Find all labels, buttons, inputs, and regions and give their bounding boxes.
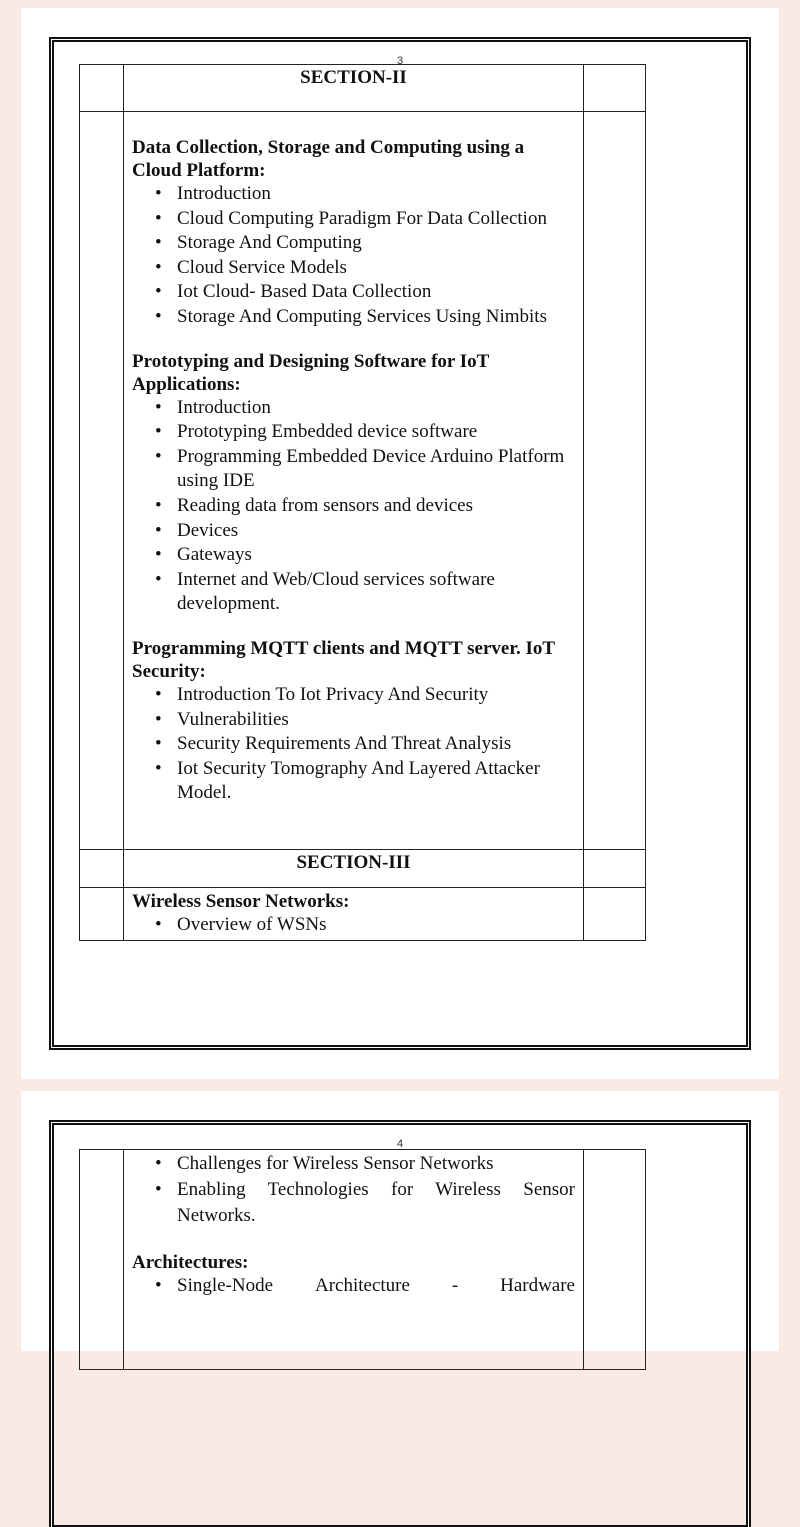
list-item <box>177 1274 575 1299</box>
list-item: • Reading data from sensors and devices <box>177 494 575 519</box>
list-item: • Prototyping Embedded device software <box>177 420 575 445</box>
section-heading: SECTION-II <box>124 65 584 112</box>
topic-list <box>132 182 575 330</box>
topics-cell <box>124 112 584 850</box>
topic-block <box>132 637 575 806</box>
word: • Single-Node <box>177 1274 274 1296</box>
topic-list <box>132 1274 575 1299</box>
word: - <box>451 1274 459 1296</box>
word: Architecture <box>314 1274 410 1296</box>
topic-list <box>132 396 575 617</box>
list-item: • Enabling Technologies for Wireless Sensor Networks. <box>177 1177 575 1229</box>
topic-list <box>132 913 575 938</box>
list-item: • Iot Cloud- Based Data Collection <box>177 280 575 305</box>
list-item: • Introduction <box>177 182 575 207</box>
list-item: • Security Requirements And Threat Analysis <box>177 732 575 757</box>
list-item: • Overview of WSNs <box>177 913 575 938</box>
list-item: • Vulnerabilities <box>177 708 575 733</box>
syllabus-table <box>79 64 646 941</box>
list-item: • Cloud Computing Paradigm For Data Collection <box>177 207 575 232</box>
topic-list <box>132 683 575 806</box>
document-page-4 <box>21 1091 779 1351</box>
list-item: • Iot Security Tomography And Layered Attacker Model. <box>177 757 575 806</box>
syllabus-table <box>79 1149 646 1370</box>
page-number: 3 <box>396 55 404 67</box>
topic-title: Architectures: <box>132 1251 249 1273</box>
topic-title: Programming MQTT clients and MQTT server. IoT Security: <box>132 637 555 682</box>
list-item: • Gateways <box>177 543 575 568</box>
list-item: • Introduction To Iot Privacy And Security <box>177 683 575 708</box>
topic-title: Wireless Sensor Networks: <box>132 891 350 912</box>
word: Hardware <box>500 1274 575 1296</box>
topic-list <box>132 1152 575 1229</box>
list-item: • Internet and Web/Cloud services software development. <box>177 568 575 617</box>
list-item: • Introduction <box>177 396 575 421</box>
topic-title: Data Collection, Storage and Computing using a Cloud Platform: <box>132 137 525 181</box>
topic-block <box>132 136 575 330</box>
list-item: • Storage And Computing Services Using Nimbits <box>177 305 575 330</box>
list-item: • Cloud Service Models <box>177 256 575 281</box>
list-item: • Programming Embedded Device Arduino Platform using IDE <box>177 445 575 494</box>
list-item: • Devices <box>177 519 575 544</box>
topics-cell <box>124 888 584 941</box>
topic-block <box>132 350 575 617</box>
list-item: • Storage And Computing <box>177 231 575 256</box>
page-number: 4 <box>396 1138 404 1150</box>
list-item: • Challenges for Wireless Sensor Networks <box>177 1152 575 1177</box>
document-page-3 <box>21 8 779 1079</box>
topics-cell <box>124 1150 584 1370</box>
topic-title: Prototyping and Designing Software for IoT Applications: <box>132 350 489 395</box>
section-heading: SECTION-III <box>124 850 584 888</box>
